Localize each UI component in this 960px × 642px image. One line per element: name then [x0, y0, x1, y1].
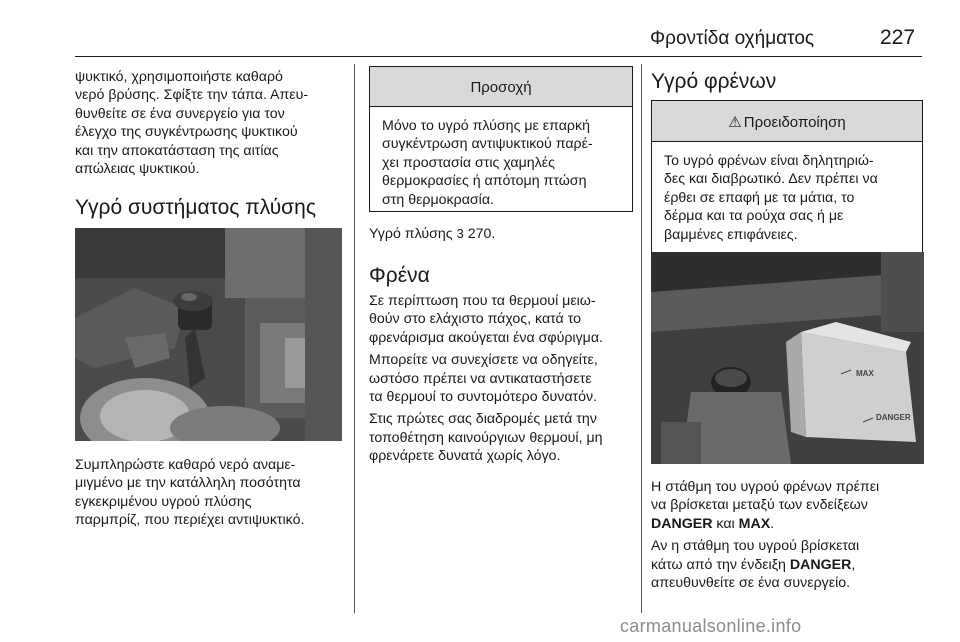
brakes-paragraph-3: Στις πρώτες σας διαδρομές μετά την τοποθέτηση καινούργιων θερμουί, μη φρενάρετε δυνατά χωρίς λόγο.: [369, 411, 603, 465]
section-heading-washer-fluid: Υγρό συστήματος πλύσης: [75, 196, 316, 219]
page-reference-arrow-icon: 3: [456, 226, 464, 241]
section-heading-brakes: Φρένα: [369, 264, 430, 287]
watermark-text: carmanualsonline.info: [620, 616, 802, 636]
notice-box: [369, 66, 633, 212]
brakes-paragraph-1: Σε περίπτωση που τα θερμουί μειω- θούν στο ελάχιστο πάχος, κατά το φρενάρισμα ακούγεται ένα σφύριγμα.: [369, 293, 603, 346]
page-header-title: Φροντίδα οχήματος: [650, 28, 815, 49]
washer-fill-paragraph: Συμπληρώστε καθαρό νερό αναμε- μιγμένο με την κατάλληλη ποσότητα εγκεκριμένου υγρού πλύσης παρμπρίζ, που περιέχει αντιψυκτικό.: [75, 457, 305, 529]
brake-fluid-reservoir-photo: [651, 252, 924, 464]
header-divider: [75, 56, 922, 57]
max-label: MAX: [856, 369, 874, 378]
column-divider-1: [354, 64, 355, 613]
notice-title: Προσοχή: [370, 67, 632, 107]
brakes-paragraphs: [369, 292, 637, 470]
brake-fluid-reservoir-illustration: [651, 252, 924, 464]
brakes-paragraph-2: Μπορείτε να συνεχίσετε να οδηγείτε, ωστόσο πρέπει να αντικαταστήσετε τα θερμουί το συντομότερο δυνατόν.: [369, 352, 598, 406]
brake-fluid-paragraph-1: Η στάθμη του υγρού φρένων πρέπει να βρίσκεται μεταξύ των ενδείξεων DANGER και MAX.: [651, 479, 880, 532]
washer-reservoir-illustration: [75, 228, 342, 441]
page-number: 227: [880, 26, 916, 49]
notice-body: Μόνο το υγρό πλύσης με επαρκή συγκέντρωση αντιψυκτικού παρέ- χει προστασία στις χαμηλές θερμοκρασίες ή απότομη πτώση στη θερμοκρασία.: [382, 118, 593, 208]
brake-fluid-paragraph-2: Αν η στάθμη του υγρού βρίσκεται κάτω από την ένδειξη DANGER, απευθυνθείτε σε ένα συνεργείο.: [651, 538, 860, 592]
warning-title: ⚠ Προειδοποίηση: [652, 101, 922, 142]
coolant-intro-paragraph: ψυκτικό, χρησιμοποιήστε καθαρό νερό βρύσης. Σφίξτε την τάπα. Απευ- θυνθείτε σε ένα συνεργείο για τον έλεγχο της συγκέντρωσης ψυκτικού και την αποκατάσταση της αιτίας απώλειας ψυκτικού.: [75, 69, 309, 178]
column-divider-2: [641, 64, 642, 613]
section-heading-brake-fluid: Υγρό φρένων: [651, 70, 777, 93]
brake-fluid-paragraphs: [651, 478, 923, 596]
warning-box: [651, 100, 923, 268]
warning-body: Το υγρό φρένων είναι δηλητηριώ- δες και διαβρωτικό. Δεν πρέπει να έρθει σε επαφή με τα μάτια, το δέρμα και τα ρούχα σας ή με βαμμένες επιφάνειες.: [664, 153, 878, 243]
danger-label: DANGER: [876, 413, 911, 422]
washer-reservoir-photo: [75, 228, 342, 441]
warning-triangle-icon: ⚠: [728, 114, 742, 131]
washer-fluid-reference[interactable]: Υγρό πλύσης 3 270.: [369, 226, 496, 242]
